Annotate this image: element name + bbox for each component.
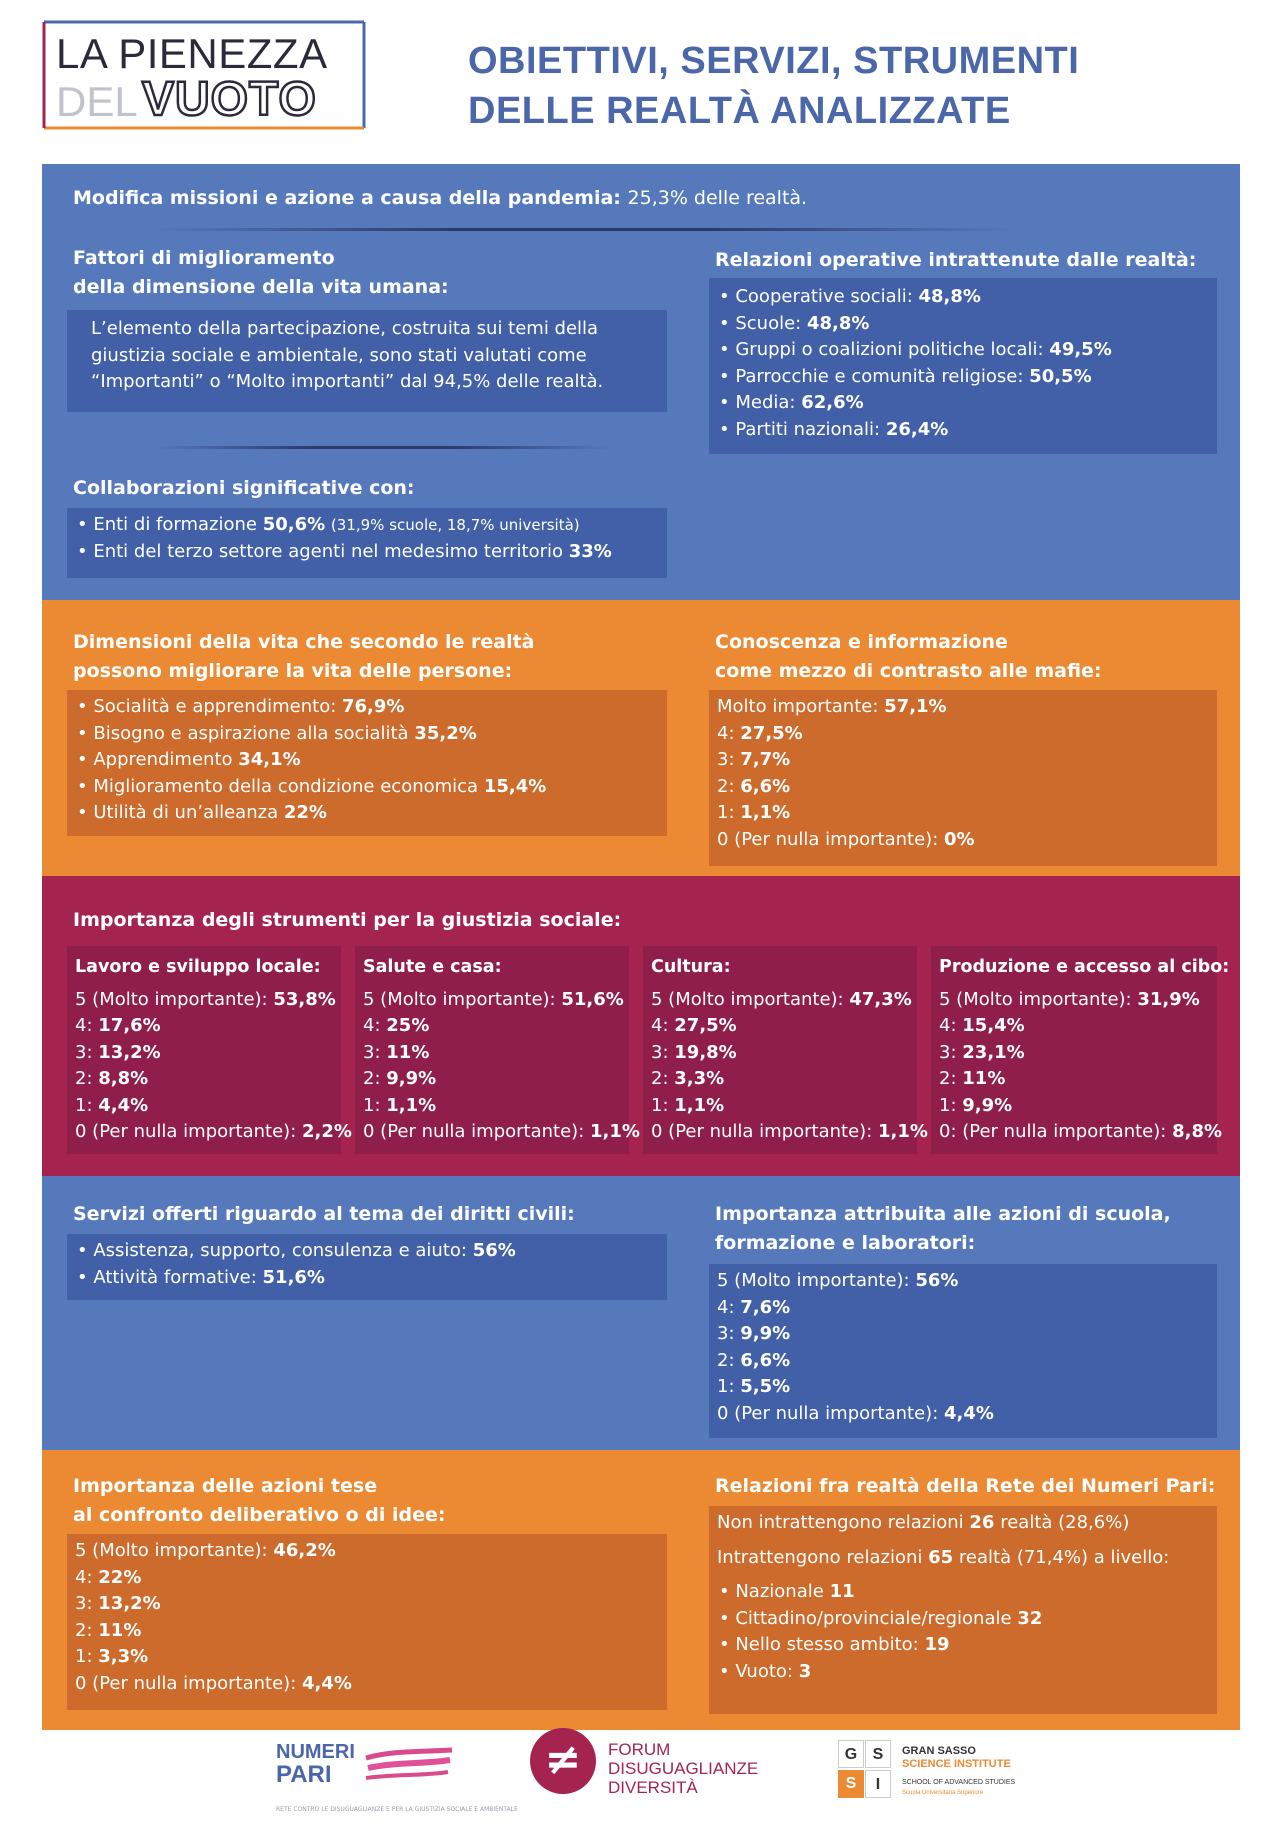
divider: [152, 446, 612, 449]
rete-line: Intrattengono relazioni 65 realtà (71,4%) a livello:: [717, 1546, 1170, 1568]
list-item: 2: 6,6%: [717, 775, 791, 797]
relazioni-box: [709, 278, 1217, 454]
list-item: 2: 11%: [939, 1068, 1006, 1089]
section-missions: [42, 164, 1240, 600]
tools-column: [355, 946, 640, 1154]
list-item: 5 (Molto importante): 47,3%: [651, 988, 912, 1010]
fattori-box: [67, 310, 667, 412]
list-item: 3: 19,8%: [651, 1041, 737, 1063]
gssi-text-4: Scuola Universitaria Superiore: [902, 1790, 984, 1796]
forum-text-1: FORUM: [608, 1740, 671, 1759]
list-item: • Enti del terzo settore agenti nel medesimo territorio 33%: [67, 539, 667, 566]
conoscenza-heading: [715, 628, 1102, 686]
list-item: 5 (Molto importante): 46,2%: [75, 1540, 336, 1561]
rete-heading: Relazioni fra realtà della Rete dei Numeri Pari:: [715, 1475, 1216, 1497]
list-item: • Vuoto: 3: [709, 1659, 1217, 1686]
list-item: 1: 1,1%: [651, 1094, 725, 1116]
list-item: 1: 1,1%: [717, 802, 791, 823]
services-heading: Servizi offerti riguardo al tema dei diritti civili:: [73, 1203, 575, 1225]
section-services: [42, 1176, 1240, 1450]
list-item: 2: 11%: [75, 1619, 142, 1641]
page-title-line1: OBIETTIVI, SERVIZI, STRUMENTI: [468, 40, 1080, 82]
list-item: • Cittadino/provinciale/regionale 32: [709, 1606, 1217, 1633]
logo-text-del: DEL: [56, 78, 138, 125]
list-item: • Media: 62,6%: [709, 390, 1217, 417]
fattori-text-line: “Importanti” o “Molto importanti” dal 94,5% delle realtà.: [91, 371, 604, 392]
logo: [42, 20, 366, 130]
list-item: 1: 3,3%: [75, 1646, 149, 1667]
list-item: 4: 15,4%: [939, 1015, 1025, 1036]
delib-heading-line1: Importanza delle azioni tese: [73, 1475, 378, 1497]
tools-column: [931, 946, 1230, 1154]
list-item: 2: 3,3%: [651, 1068, 725, 1089]
rete-line: Non intrattengono relazioni 26 realtà (28,6%): [717, 1512, 1130, 1533]
list-item: • Assistenza, supporto, consulenza e aiuto: 56%: [67, 1238, 667, 1265]
list-item: • Gruppi o coalizioni politiche locali: 49,5%: [709, 337, 1217, 364]
list-item: • Enti di formazione 50,6% (31,9% scuole, 18,7% università): [67, 512, 667, 539]
list-item: • Utilità di un’alleanza 22%: [67, 800, 667, 827]
numeri-pari-logo: [276, 1742, 355, 1788]
list-item: 4: 17,6%: [75, 1015, 161, 1036]
list-item: 5 (Molto importante): 53,8%: [75, 988, 336, 1010]
tools-column-title: Lavoro e sviluppo locale:: [75, 957, 321, 977]
fattori-heading: [73, 244, 449, 302]
tools-heading: Importanza degli strumenti per la giustizia sociale:: [73, 909, 622, 931]
services-box: [67, 1234, 667, 1300]
gssi-text-1: GRAN SASSO: [902, 1745, 976, 1757]
conoscenza-box: [709, 690, 1217, 866]
gssi-letter: I: [865, 1770, 891, 1798]
list-item: 3: 7,7%: [717, 749, 791, 770]
list-item: 1: 4,4%: [75, 1094, 149, 1116]
list-item: 2: 9,9%: [363, 1068, 437, 1089]
delib-heading-line2: al confronto deliberativo o di idee:: [73, 1504, 446, 1526]
tools-column-title: Produzione e accesso al cibo:: [939, 957, 1230, 977]
scuola-heading-line1: Importanza attribuita alle azioni di scuola,: [715, 1203, 1171, 1225]
conoscenza-heading-line2: come mezzo di contrasto alle mafie:: [715, 660, 1102, 682]
list-item: 1: 1,1%: [363, 1094, 437, 1116]
list-item: • Miglioramento della condizione economica 15,4%: [67, 774, 667, 801]
list-item: 1: 9,9%: [939, 1094, 1013, 1116]
forum-logo-circle: [530, 1728, 596, 1794]
list-item: 5 (Molto importante): 51,6%: [363, 988, 624, 1010]
list-item: 0 (Per nulla importante): 4,4%: [75, 1672, 352, 1694]
delib-heading: [73, 1472, 445, 1530]
list-item: • Socialità e apprendimento: 76,9%: [67, 694, 667, 721]
pandemic-value: 25,3% delle realtà.: [627, 187, 808, 209]
list-item: 0 (Per nulla importante): 2,2%: [75, 1121, 352, 1142]
list-item: 3: 13,2%: [75, 1593, 161, 1614]
list-item: • Nazionale 11: [709, 1579, 1217, 1606]
forum-text-2: DISUGUAGLIANZE: [608, 1759, 759, 1778]
list-item: 0 (Per nulla importante): 4,4%: [717, 1402, 994, 1424]
list-item: 5 (Molto importante): 31,9%: [939, 988, 1200, 1010]
gssi-logo-text: [902, 1745, 1015, 1798]
scuola-heading: [715, 1200, 1171, 1258]
dim-box: [67, 690, 667, 836]
tools-column: [643, 946, 928, 1154]
forum-logo-text: [608, 1740, 758, 1797]
numeri-pari-subtitle: RETE CONTRO LE DISUGUAGLIANZE E PER LA GIUSTIZIA SOCIALE E AMBIENTALE: [276, 1806, 518, 1813]
section-tools: [42, 876, 1240, 1176]
gssi-text-3: SCHOOL OF ADVANCED STUDIES: [902, 1779, 1016, 1786]
list-item: • Cooperative sociali: 48,8%: [709, 284, 1217, 311]
list-item: 4: 27,5%: [717, 722, 803, 744]
forum-text-3: DIVERSITÀ: [608, 1778, 698, 1797]
section-dimensions: [42, 600, 1240, 876]
gssi-letter: G: [838, 1740, 864, 1768]
not-equal-icon: ≠: [544, 1734, 582, 1785]
collab-heading: Collaborazioni significative con:: [73, 477, 415, 499]
dim-heading-line1: Dimensioni della vita che secondo le realtà: [73, 631, 535, 653]
dim-heading-line2: possono migliorare la vita delle persone:: [73, 660, 513, 682]
gssi-letter: S: [865, 1740, 891, 1768]
list-item: 4: 27,5%: [651, 1015, 737, 1036]
list-item: 3: 13,2%: [75, 1041, 161, 1063]
divider: [152, 228, 1012, 231]
pandemic-line: [73, 184, 807, 213]
logo-text-top: LA PIENEZZA: [56, 30, 328, 77]
list-item: 0 (Per nulla importante): 1,1%: [651, 1121, 928, 1142]
tools-column-title: Salute e casa:: [363, 957, 502, 977]
list-item: 4: 7,6%: [717, 1296, 791, 1318]
list-item: • Nello stesso ambito: 19: [709, 1632, 1217, 1659]
conoscenza-heading-line1: Conoscenza e informazione: [715, 631, 1008, 653]
list-item: • Partiti nazionali: 26,4%: [709, 417, 1217, 444]
scuola-heading-line2: formazione e laboratori:: [715, 1232, 976, 1254]
gssi-letter: S: [838, 1770, 864, 1798]
numeri-pari-text-1: NUMERI: [276, 1741, 355, 1763]
page-title-line2: DELLE REALTÀ ANALIZZATE: [468, 90, 1011, 132]
numeri-pari-text-2: PARI: [276, 1761, 332, 1788]
list-item: 3: 9,9%: [717, 1323, 791, 1344]
list-item: 0: (Per nulla importante): 8,8%: [939, 1121, 1222, 1142]
footer-logos: [0, 1710, 1280, 1825]
collab-box: [67, 508, 667, 578]
list-item: • Attività formative: 51,6%: [67, 1265, 667, 1292]
list-item: • Apprendimento 34,1%: [67, 747, 667, 774]
list-item: 0 (Per nulla importante): 1,1%: [363, 1121, 640, 1142]
dim-heading: [73, 628, 535, 686]
fattori-text-line: L’elemento della partecipazione, costruita sui temi della: [91, 318, 599, 339]
gssi-text-2: SCIENCE INSTITUTE: [902, 1758, 1011, 1770]
list-item: • Scuole: 48,8%: [709, 311, 1217, 338]
list-item: 2: 6,6%: [717, 1349, 791, 1371]
tools-column: [67, 946, 352, 1154]
logo-text-vuoto: VUOTO: [142, 73, 317, 126]
list-item: 2: 8,8%: [75, 1068, 149, 1089]
list-item: 0 (Per nulla importante): 0%: [717, 828, 975, 850]
scuola-box: [709, 1264, 1217, 1438]
fattori-heading-line1: Fattori di miglioramento: [73, 247, 335, 269]
list-item: 1: 5,5%: [717, 1376, 791, 1397]
list-item: 3: 23,1%: [939, 1041, 1025, 1063]
pandemic-label: Modifica missioni e azione a causa della pandemia:: [73, 187, 621, 209]
relazioni-heading: Relazioni operative intrattenute dalle realtà:: [715, 249, 1197, 271]
fattori-heading-line2: della dimensione della vita umana:: [73, 276, 449, 298]
tools-column-title: Cultura:: [651, 957, 731, 977]
gssi-logo-grid: [838, 1740, 892, 1798]
list-item: • Parrocchie e comunità religiose: 50,5%: [709, 364, 1217, 391]
section-deliberative: [42, 1450, 1240, 1730]
list-item: • Bisogno e aspirazione alla socialità 35,2%: [67, 721, 667, 748]
page-title: [468, 36, 1079, 136]
list-item: 5 (Molto importante): 56%: [717, 1270, 959, 1291]
fattori-text-line: giustizia sociale e ambientale, sono stati valutati come: [91, 344, 587, 366]
list-item: 4: 22%: [75, 1566, 142, 1588]
brush-stroke-icon: [364, 1746, 454, 1786]
list-item: 3: 11%: [363, 1041, 430, 1063]
delib-box: [67, 1534, 667, 1710]
list-item: Molto importante: 57,1%: [717, 696, 947, 717]
rete-box: [709, 1506, 1217, 1714]
list-item: 4: 25%: [363, 1015, 430, 1036]
